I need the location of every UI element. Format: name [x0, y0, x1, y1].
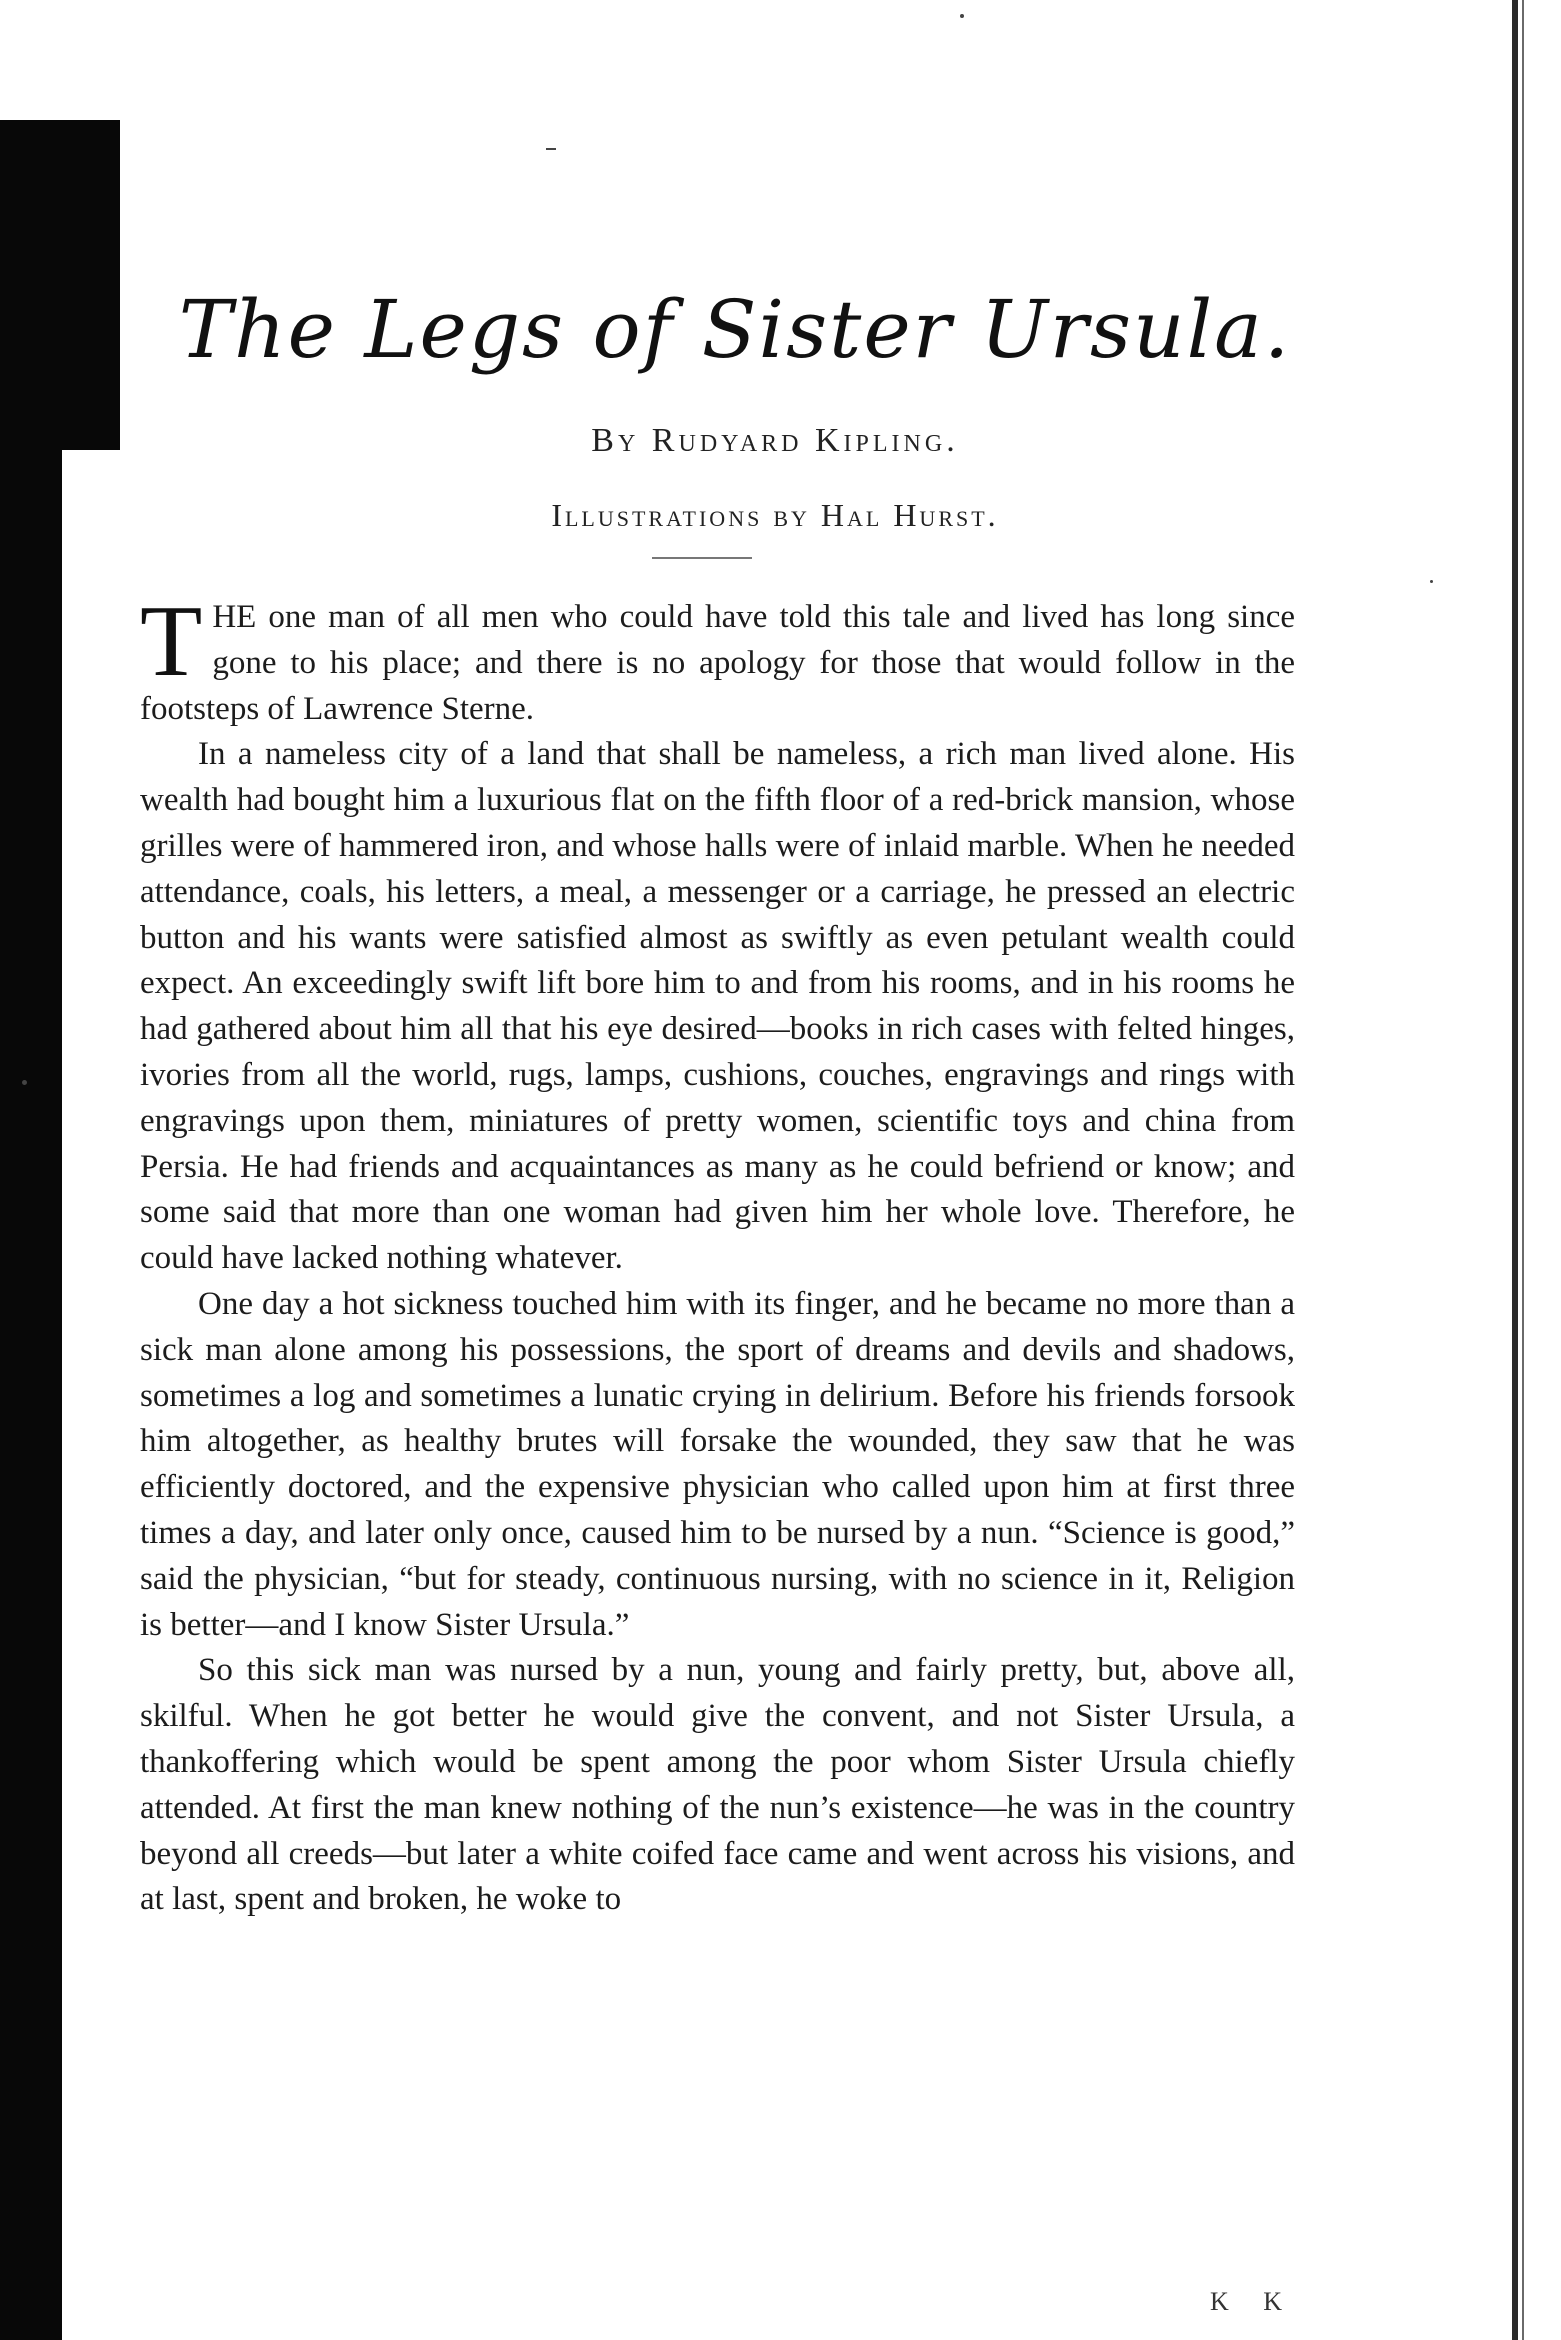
article-body [140, 585, 1295, 1923]
binding-edge-line-thin [1522, 0, 1524, 2340]
scan-edge-notch [62, 120, 120, 450]
binding-edge-line [1512, 0, 1518, 2340]
scan-speck [546, 148, 556, 150]
first-word-rest: HE [212, 599, 257, 635]
scan-edge-shadow [0, 120, 62, 2340]
paragraph-1-text: one man of all men who could have told this tale and lived has long since gone to his place; and there is no apology for those that would follow in the footsteps of Lawrence Sterne. [140, 599, 1295, 727]
scan-speck [1430, 580, 1433, 583]
story-title: The Legs of Sister Ursula. [178, 283, 1292, 376]
drop-cap: T [140, 585, 203, 698]
paragraph-2: In a nameless city of a land that shall be nameless, a rich man lived alone. His wealth had bought him a luxurious flat on the fifth floor of a red-brick mansion, whose grilles were of hammered iron, and whose halls were of inlaid marble. When he needed attendance, coals, his letters, a meal, a messenger or a carriage, he pressed an electric button and his wants were satisfied almost as swiftly as even petulant wealth could expect. An exceedingly swift lift bore him to and from his rooms, and in his rooms he had gathered about him all that his eye desired—books in rich cases with felted hinges, ivories from all the world, rugs, lamps, cushions, couches, engravings and rings with engravings upon them, miniatures of pretty women, scientific toys and china from Persia. He had friends and acquaintances as many as he could befriend or know; and some said that more than one woman had given him her whole love. Therefore, he could have lacked nothing whatever. [140, 736, 1295, 1277]
author-byline: By Rudyard Kipling. [591, 422, 959, 459]
scan-speck [960, 14, 964, 18]
paragraph-3: One day a hot sickness touched him with its finger, and he became no more than a sick man alone among his possessions, the sport of dreams and devils and shadows, sometimes a log and sometimes a lunatic crying in delirium. Before his friends forsook him altogether, as healthy brutes will forsake the wounded, they saw that he was efficiently doctored, and the expensive physician who called upon him at first three times a day, and later only once, caused him to be nursed by a nun. “Science is good,” said the physician, “but for steady, continuous nursing, with no science in it, Religion is better—and I know Sister Ursula.” [140, 1285, 1295, 1643]
title-divider [652, 557, 752, 559]
signature-mark: K K [1210, 2287, 1297, 2316]
paragraph-4: So this sick man was nursed by a nun, young and fairly pretty, but, above all, skilful. When he got better he would give the convent, and not Sister Ursula, a thankoffering which would be spent among the poor whom Sister Ursula chiefly attended. At first the man knew nothing of the nun’s existence—he was in the country beyond all creeds—but later a white coifed face came and went across his visions, and at last, spent and broken, he woke to [140, 1652, 1295, 1918]
scan-speck [22, 1080, 27, 1085]
illustrator-credit: Illustrations by Hal Hurst. [551, 497, 999, 533]
paragraph-1 [140, 585, 1295, 732]
